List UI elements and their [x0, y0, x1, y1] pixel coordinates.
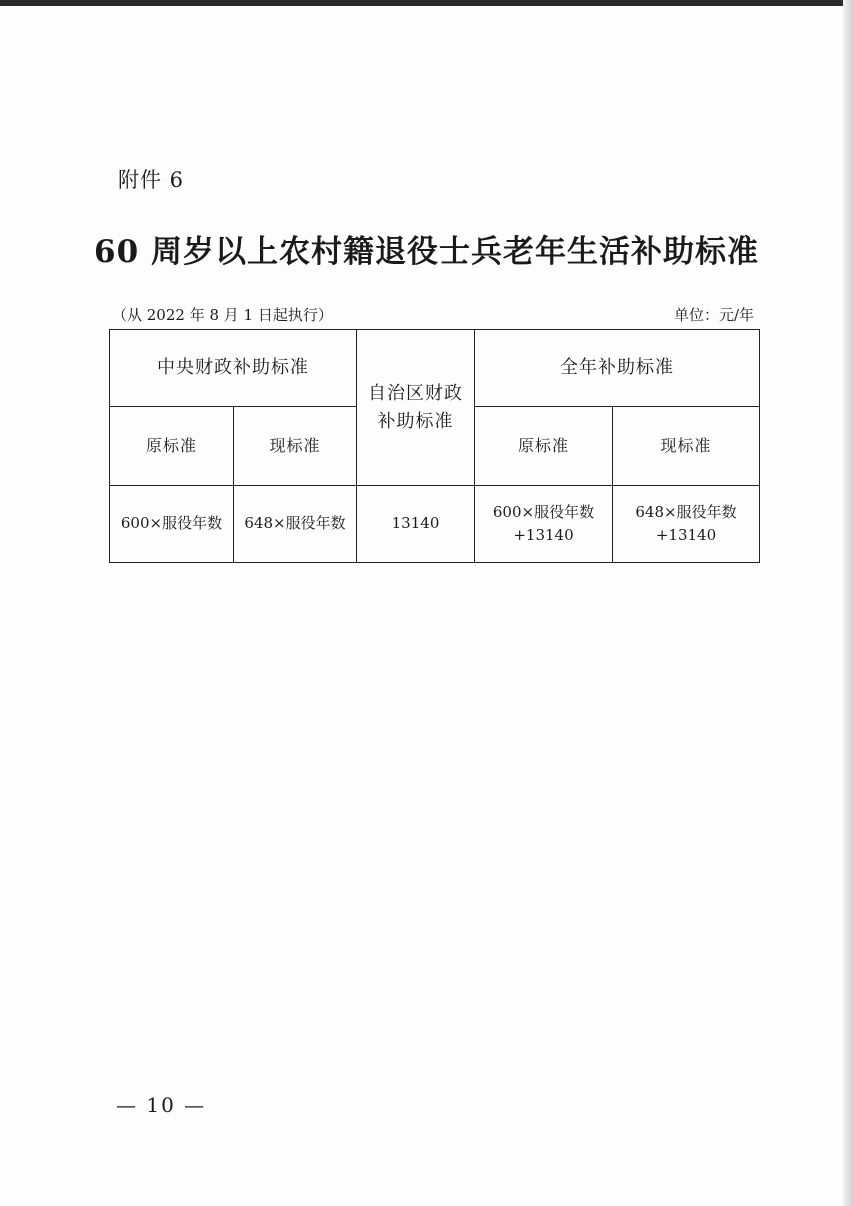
cell-annual-original-line2: +13140 — [513, 526, 574, 544]
header-annual-total: 全年补助标准 — [475, 330, 760, 407]
cell-central-current: 648×服役年数 — [234, 486, 357, 563]
cell-annual-current-line1: 648×服役年数 — [635, 502, 737, 521]
attachment-label: 附件 6 — [118, 168, 185, 192]
subheader-central-original: 原标准 — [110, 407, 234, 486]
subheader-annual-original: 原标准 — [475, 407, 613, 486]
header-central-finance: 中央财政补助标准 — [110, 330, 357, 407]
effective-date-note: （从 2022 年 8 月 1 日起执行） — [112, 306, 333, 324]
unit-note: 单位：元/年 — [673, 306, 754, 324]
scan-top-edge — [0, 0, 853, 6]
table-header-row — [110, 330, 760, 407]
cell-central-original: 600×服役年数 — [110, 486, 234, 563]
table-meta-row — [112, 304, 758, 326]
header-region-line1: 自治区财政 — [368, 382, 463, 404]
cell-annual-original — [475, 486, 613, 563]
subheader-annual-current: 现标准 — [613, 407, 760, 486]
cell-annual-original-line1: 600×服役年数 — [492, 502, 595, 521]
cell-annual-current — [613, 486, 760, 563]
header-region-line2: 补助标准 — [377, 410, 454, 432]
document-title: 60 周岁以上农村籍退役士兵老年生活补助标准 — [94, 234, 759, 270]
scan-right-edge — [843, 0, 853, 1206]
header-region-finance — [357, 330, 475, 486]
subheader-central-current: 现标准 — [234, 407, 357, 486]
cell-region: 13140 — [357, 486, 475, 563]
page-number: — 10 — — [116, 1093, 207, 1117]
subsidy-standard-table — [109, 329, 760, 563]
table-row — [110, 486, 760, 563]
cell-annual-current-line2: +13140 — [655, 526, 717, 544]
